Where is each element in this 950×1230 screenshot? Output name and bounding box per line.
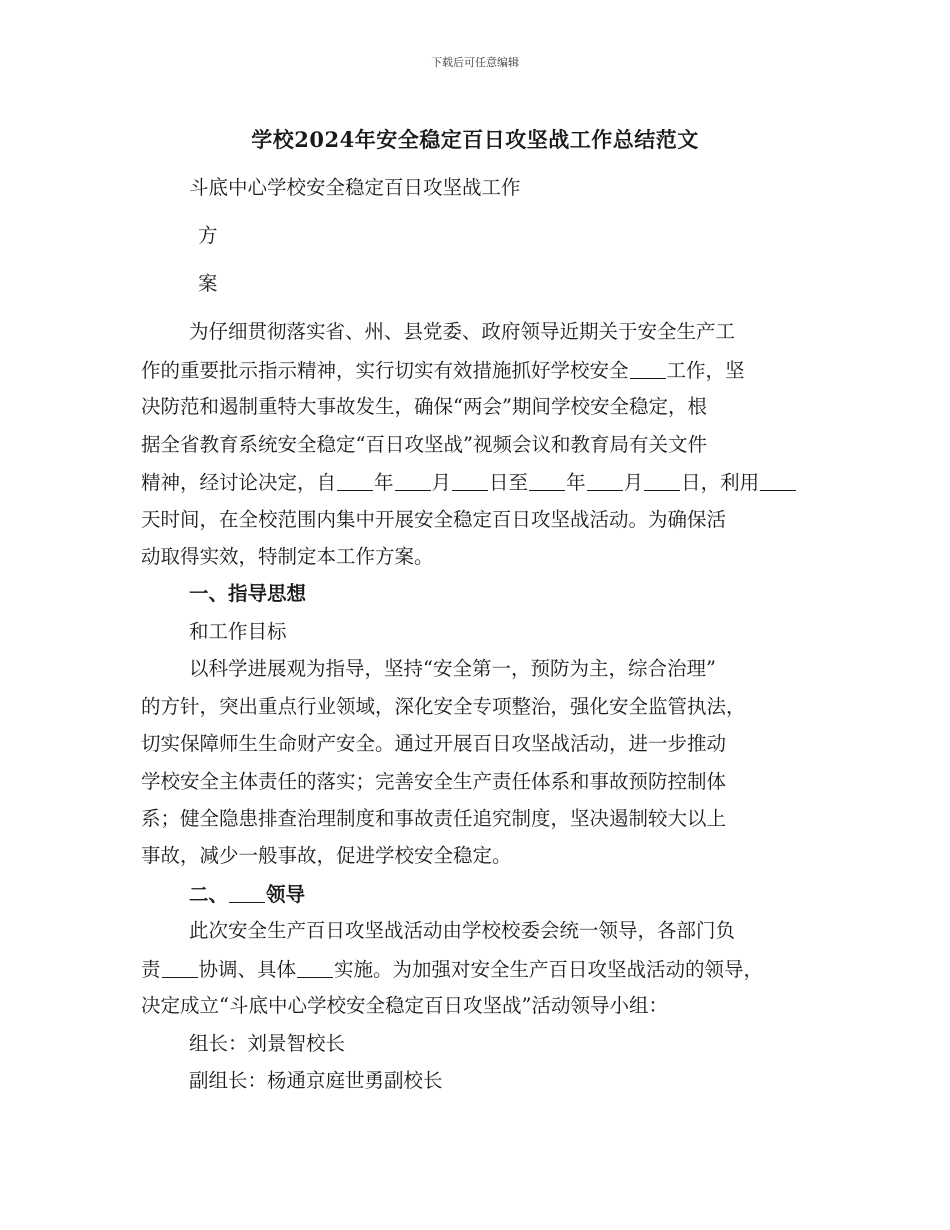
blank-field	[529, 472, 565, 491]
intro-line-3: 决防范和遏制重特大事故发生，确保“两会”期间学校安全稳定，根	[141, 395, 707, 418]
section-2-line-1: 此次安全生产百日攻坚战活动由学校校委会统一领导，各部门负	[189, 919, 736, 942]
section-1-line-4: 学校安全主体责任的落实；完善安全生产责任体系和事故预防控制体	[141, 770, 727, 793]
blank-field	[587, 472, 623, 491]
subtitle-line-2: 方	[198, 224, 218, 247]
blank-field	[760, 472, 796, 491]
blank-field	[644, 472, 680, 491]
section-1-line-5: 系；健全隐患排查治理制度和事故责任追究制度，坚决遏制较大以上	[141, 807, 727, 830]
intro-line-5: 精神，经讨论决定，自 年 月 日至 年 月 日，利用	[141, 472, 797, 493]
blank-field	[630, 360, 666, 379]
page-title: 学校2024年安全稳定百日攻坚战工作总结范文	[251, 127, 699, 152]
section-1-subheading: 和工作目标	[189, 620, 287, 643]
section-2-heading: 二、 领导	[189, 883, 306, 906]
intro-line-6: 天时间，在全校范围内集中开展安全稳定百日攻坚战活动。为确保活	[141, 508, 727, 531]
deputy-leader-line: 副组长：杨通京庭世勇副校长	[189, 1069, 443, 1092]
section-1-line-2: 的方针，突出重点行业领域，深化安全专项整治，强化安全监管执法，	[141, 695, 746, 718]
intro-line-7: 动取得实效，特制定本工作方案。	[141, 545, 434, 568]
intro-line-1: 为仔细贯彻落实省、州、县党委、政府领导近期关于安全生产工	[189, 320, 736, 343]
blank-field	[395, 472, 431, 491]
section-1-heading: 一、指导思想	[189, 582, 307, 605]
leader-line: 组长：刘景智校长	[189, 1032, 346, 1055]
blank-field	[162, 959, 198, 978]
section-1-line-3: 切实保障师生生命财产安全。通过开展百日攻坚战活动，进一步推动	[141, 732, 727, 755]
subtitle-line-1: 斗底中心学校安全稳定百日攻坚战工作	[189, 176, 521, 199]
section-2-line-3: 决定成立“斗底中心学校安全稳定百日攻坚战”活动领导小组：	[141, 994, 668, 1017]
intro-line-4: 据全省教育系统安全稳定“百日攻坚战”视频会议和教育局有关文件	[141, 433, 707, 456]
subtitle-line-3: 案	[198, 272, 218, 295]
blank-field	[229, 884, 265, 903]
blank-field	[297, 959, 333, 978]
section-1-line-6: 事故，减少一般事故，促进学校安全稳定。	[141, 844, 512, 867]
blank-field	[452, 472, 488, 491]
intro-line-2: 作的重要批示指示精神，实行切实有效措施抓好学校安全 工作，坚	[141, 359, 745, 382]
blank-field	[337, 472, 373, 491]
section-2-line-2: 责 协调、具体 实施。为加强对安全生产百日攻坚战活动的领导，	[141, 958, 764, 981]
section-1-line-1: 以科学进展观为指导，坚持“安全第一，预防为主，综合治理”	[189, 657, 716, 680]
header-note: 下载后可任意编辑	[431, 56, 519, 69]
